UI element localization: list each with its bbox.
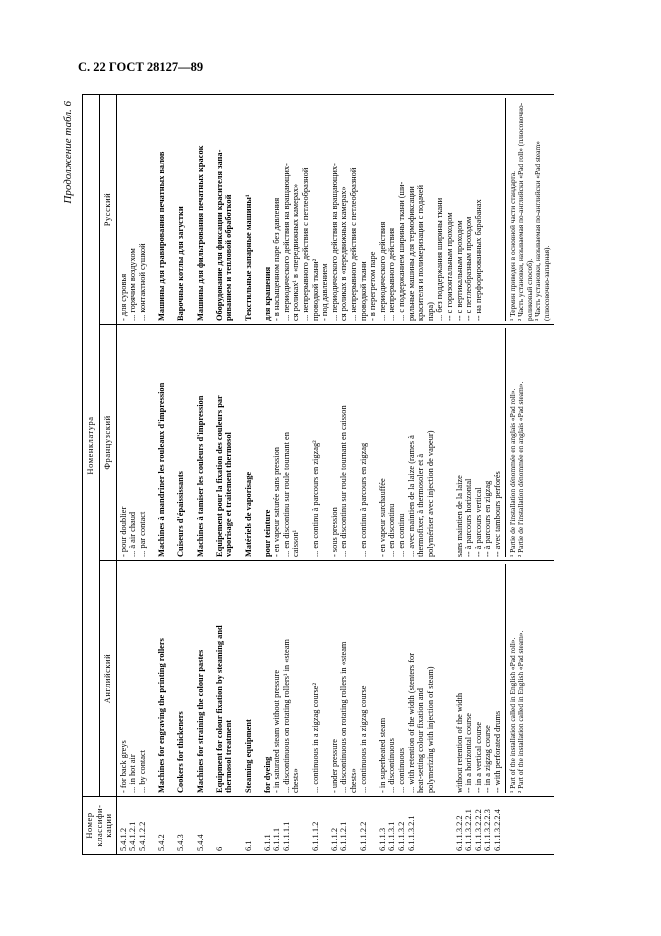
classification-code: 5.4.1.2.2 (137, 821, 147, 851)
classification-code: 6.1.1.3.2.2.4 (492, 809, 502, 851)
french-term: -- à parcours vertical (473, 487, 483, 557)
classification-code (167, 800, 177, 851)
footnote: ³ Часть установки, называемая по-английски «Pad steam» (плюсовочно-запарная). (533, 141, 551, 321)
classification-code (253, 800, 263, 851)
english-term (435, 564, 445, 793)
russian-term: риванием и тепловой обработкой (224, 194, 234, 321)
footnote: ¹ Part of the installation called in English «Pad roll». (507, 637, 517, 793)
french-term: caisson¹ (291, 529, 301, 557)
french-term: -- à parcours en zigzag (483, 480, 493, 557)
french-term: ... avec maintien de la laize (rames à (406, 435, 416, 557)
english-term: ... by contact (137, 749, 147, 793)
russian-term: ся роликах в «передвижных камерах» (339, 186, 349, 321)
russian-term: ся роликах¹ в «передвижных камерах» (291, 183, 301, 321)
classification-code: 6.1.1.3.2 (397, 821, 406, 851)
russian-term: пара) (425, 302, 435, 321)
english-term: - in saturated steam without pressure (272, 669, 282, 793)
french-term: -- à parcours horizontal (464, 478, 474, 557)
classification-code (148, 800, 158, 851)
french-term: Cuiseurs d'épaississants (176, 471, 186, 557)
russian-term: Оборудование для фиксации красителя запа- (214, 149, 224, 321)
english-term: -- in a zigzag course (483, 725, 493, 793)
french-term: - en vapeur surchauffée (377, 478, 387, 557)
french-term (234, 328, 244, 557)
classification-code (349, 800, 359, 851)
french-term: ... par contact (137, 511, 147, 557)
french-term: Equipement pour la fixation des couleurs par (214, 395, 224, 557)
russian-term: проводкой ткани (358, 261, 368, 321)
classification-code: 6 (214, 846, 224, 851)
russian-term: - в перегретом паре (368, 251, 378, 321)
english-term: ... continuous (397, 747, 406, 793)
column-french (116, 325, 553, 561)
english-term (368, 564, 378, 793)
russian-term: для крашения (262, 266, 272, 321)
footnote: ¹ Partie de l'installation dénommée en anglais «Pad roll». (507, 388, 517, 557)
classification-code: 6.1.1.3.2.2 (454, 815, 464, 851)
russian-term: ... горячим воздухом (128, 248, 138, 321)
french-term (435, 328, 445, 557)
classification-code: 6.1.1.2 (329, 827, 339, 851)
russian-term: ... непрерывного действия с петлеобразной (301, 167, 311, 321)
french-term: vaporisage et traitement thermosol (224, 432, 234, 557)
french-term (205, 328, 215, 557)
classification-code: 6.1.1.3.2.1 (406, 815, 416, 851)
page-header: С. 22 ГОСТ 28127—89 (78, 60, 204, 74)
header-french: Французский (99, 325, 116, 561)
classification-code: 6.1.1.3.2.2.2 (473, 809, 483, 851)
classification-code: 5.4.3 (176, 834, 186, 851)
english-term (167, 564, 177, 793)
english-term: without retention of the width (454, 692, 464, 793)
russian-term: ... с поддержанием ширины ткани (ши- (397, 181, 406, 321)
russian-term: ... контактной сушкой (137, 243, 147, 321)
classification-code (435, 800, 445, 851)
english-term: Machines for straining the colour pastes (195, 649, 205, 793)
classification-code (445, 800, 455, 851)
french-term: Machines à mandriner les rouleaux d'impression (157, 382, 167, 557)
english-term: Cookers for thickeners (176, 711, 186, 793)
classification-code: 6.1.1.2.2 (358, 821, 368, 851)
english-term (148, 564, 158, 793)
header-nomenclature: Номенклатура (83, 94, 100, 796)
classification-code (301, 800, 311, 851)
classification-code: 6.1.1.1.2 (310, 821, 320, 851)
classification-code: 6.1.1.1 (272, 827, 282, 851)
english-term: thermosol treatment (224, 719, 234, 793)
french-term: pour teinture (262, 509, 272, 557)
english-term: Equipment for colour fixation by steaming and (214, 625, 224, 793)
footnotes-russian (505, 98, 552, 321)
russian-term: -- с петлеобразным проходом (464, 216, 474, 321)
russian-term: ... периодического действия (377, 221, 387, 321)
english-term (445, 564, 455, 793)
header-code: Номер классифи-кации (83, 797, 117, 855)
russian-term: ... периодического действия на вращающих- (329, 163, 339, 321)
french-term (301, 328, 311, 557)
classification-code: 5.4.2 (157, 834, 167, 851)
english-term: ... discontinuous on rotating rollers in «steam (339, 641, 349, 793)
english-term (320, 564, 330, 793)
header-russian: Русский (99, 94, 116, 324)
classification-code: 6.1.1.3.1 (387, 821, 397, 851)
russian-term (234, 98, 244, 321)
french-term (320, 328, 330, 557)
footnote: ² Partie de l'installation dénommée en anglais «Pad steam». (516, 381, 526, 557)
classification-code: 5.4.1.2.1 (128, 821, 138, 851)
classification-code (224, 800, 234, 851)
english-term (205, 564, 215, 793)
french-term (445, 328, 455, 557)
english-term: Machines for engraving the printing rollers (157, 638, 167, 793)
french-term: - pour doublier (118, 506, 128, 557)
classification-code: 6.1.1.2.1 (339, 821, 349, 851)
english-term: chests» (291, 768, 301, 793)
english-term: - in superheated steam (377, 717, 387, 793)
french-term: thermofixer, à thermosoler et à (416, 453, 426, 557)
french-term: ... en continu à parcours en zigzag (358, 442, 368, 557)
footnote: ² Part of the installation called in English «Pad steam». (516, 630, 526, 793)
russian-term: - в насыщенном паре без давления (272, 197, 282, 321)
english-term: for dyeing (262, 756, 272, 793)
russian-term: красителя и полимеризации с подачей (416, 184, 426, 321)
french-term: - sous pression (329, 507, 339, 557)
russian-term: ... непрерывного действия (387, 227, 397, 321)
english-term (234, 564, 244, 793)
column-russian (116, 94, 553, 324)
english-term: -- in a vertical course (473, 721, 483, 793)
french-term: - en vapeur saturée sans pression (272, 447, 282, 557)
french-term: -- avec tambours perforés (492, 471, 502, 557)
classification-code (426, 800, 436, 851)
russian-term: рильные машины для термофиксации (406, 186, 416, 321)
russian-term: Текстильные запарные машины¹ (243, 194, 253, 321)
english-term (186, 564, 196, 793)
english-term: ... with retention of the width (stenters for (406, 652, 416, 793)
russian-term: Машины для фильтрования печатных красок (195, 145, 205, 321)
classification-code (320, 800, 330, 851)
russian-term: Машины для гравирования печатных валов (157, 151, 167, 321)
french-term (186, 328, 196, 557)
french-term: polymériser avec injection de vapeur) (425, 430, 435, 557)
english-term: ... in hot air (128, 754, 138, 793)
french-term (368, 328, 378, 557)
russian-term (253, 98, 263, 321)
english-term: - under pressure (329, 739, 339, 793)
french-term (253, 328, 263, 557)
english-term: ... discontinuous (387, 738, 397, 793)
russian-term: -- с вертикальным проходом (454, 220, 464, 321)
classification-code: 5.4.4 (195, 834, 205, 851)
footnote: ¹ Термин приведен в основной части стандарта. (507, 171, 517, 321)
russian-term (493, 98, 503, 321)
russian-term (205, 98, 215, 321)
french-term: ... en discontinu (387, 503, 397, 557)
column-codes (116, 797, 553, 855)
english-term: chests» (349, 768, 359, 793)
russian-term: проводкой ткани² (310, 258, 320, 321)
english-term: Steaming equipment (243, 719, 253, 793)
english-term: ... continuous in a zigzag course (358, 685, 368, 793)
classification-code: 6.1.1 (262, 834, 272, 851)
classification-code (234, 800, 244, 851)
english-term: polymerizing with injection of steam) (425, 666, 435, 793)
french-term: ... à air chaud (128, 511, 138, 557)
french-term: Matériels de vaporisage (243, 471, 253, 557)
classification-code (186, 800, 196, 851)
english-term: -- in a horizontal course (464, 713, 474, 793)
russian-term: -- с горизонтальным проходом (444, 212, 454, 321)
french-term: sans maintien de la laize (454, 475, 464, 557)
russian-term (186, 98, 196, 321)
english-term: ... continuous in a zigzag course² (310, 683, 320, 793)
english-term (253, 564, 263, 793)
classification-code (291, 800, 301, 851)
french-term: ... en discontinu sur roule tournant en caisson (339, 405, 349, 557)
russian-term: ... без поддержания ширины ткани (435, 197, 445, 321)
english-term: - for back greys (118, 740, 128, 793)
french-term: ... en continu (397, 513, 406, 557)
russian-term (483, 98, 493, 321)
english-term: ... discontinuous on rotating rollers¹ in «steam (281, 639, 291, 793)
classification-code: 6.1.1.3 (377, 827, 387, 851)
english-term (301, 564, 311, 793)
classification-code: 6.1.1.3.2.2.3 (483, 809, 493, 851)
footnotes-english (505, 564, 526, 793)
russian-term (148, 98, 158, 321)
russian-term: - под давлением (320, 263, 330, 321)
classification-code: 6.1.1.1.1 (281, 821, 291, 851)
russian-term: -- на перфорированных барабанах (473, 199, 483, 321)
classification-code: 6.1 (243, 840, 253, 851)
french-term (167, 328, 177, 557)
french-term: ... en continu à parcours en zigzag² (310, 440, 320, 557)
footnotes-french (505, 328, 526, 557)
classification-code (205, 800, 215, 851)
russian-term (167, 98, 177, 321)
russian-term: ... периодического действия на вращающих- (281, 163, 291, 321)
classification-code (368, 800, 378, 851)
english-term: heat-setting colour fixation and (416, 688, 426, 793)
english-term: -- with perforated drums (492, 710, 502, 793)
french-term: ... en discontinu sur roule tournant en (281, 432, 291, 557)
russian-term: Варочные котлы для загустки (176, 206, 186, 321)
classification-code: 5.4.1.2 (118, 827, 128, 851)
continuation-label: Продолжение табл. 6 (62, 101, 74, 204)
header-english: Английский (99, 561, 116, 797)
classification-code: 6.1.1.3.2.2.1 (464, 809, 474, 851)
rotated-sheet (62, 95, 575, 855)
nomenclature-table (82, 94, 554, 855)
french-term: Machines à tamiser les couleurs d'impression (195, 395, 205, 557)
footnote: ² Часть установки, называемая по-английски «Pad roll» (плюсовочно-роликовый способ). (516, 102, 534, 321)
column-english (116, 561, 553, 797)
classification-code (416, 800, 426, 851)
russian-term: ... непрерывного действия с петлеобразной (349, 167, 359, 321)
russian-term: - для суровья (118, 273, 128, 321)
french-term (349, 328, 359, 557)
french-term (148, 328, 158, 557)
